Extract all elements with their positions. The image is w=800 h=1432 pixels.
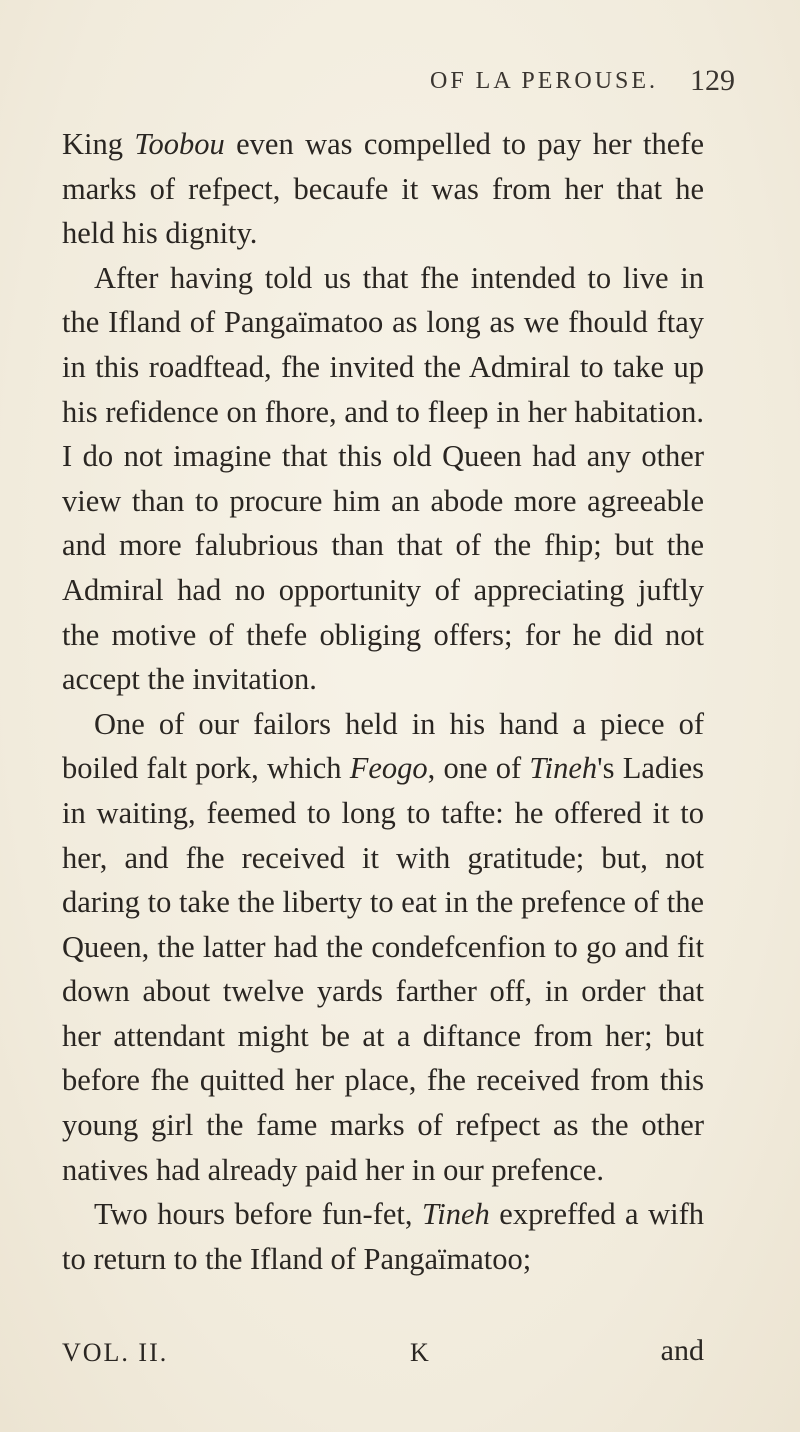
volume-signature: VOL. II. xyxy=(62,1338,169,1367)
text-segment: Two hours before fun-fet, xyxy=(94,1197,422,1232)
paragraph xyxy=(62,256,704,702)
signature-mark: K xyxy=(410,1338,429,1367)
paragraph xyxy=(62,1192,704,1281)
page-header xyxy=(0,64,800,108)
text-segment: After having told us that fhe intended to live in the Ifland of Pangaïmatoo as long as we fhould ftay in this roadftead, fhe invited the Admiral to take up his refidence on fhore, and to fleep in her habitation. I do not imagine that this old Queen had any other view than to procure him an abode more agreeable and more falubrious than that of the fhip; but the Admiral had no opportunity of appreciating juftly the motive of thefe obliging offers; for he did not accept the invitation. xyxy=(62,260,704,697)
italic-name: Toobou xyxy=(134,127,225,161)
text-segment: , one of xyxy=(427,751,530,786)
italic-name: Tineh xyxy=(529,751,598,786)
paragraph xyxy=(62,122,704,256)
catchword: and xyxy=(660,1334,704,1367)
body-text xyxy=(62,122,704,1281)
text-segment: 's Ladies in waiting, feemed to long to tafte: he offered it to her, and fhe received it with gratitude; but, not daring to take the liberty to eat in the prefence of the Queen, the latter had the condefcenfion to go and fit down about twelve yards farther off, in order that her attendant might be at a diftance from her; but before fhe quitted her place, fhe received from this young girl the fame marks of refpect as the other natives had already paid her in our prefence. xyxy=(62,751,705,1187)
paragraph xyxy=(62,702,704,1193)
italic-name: Tineh xyxy=(422,1197,490,1232)
text-segment: even was compelled to pay her thefe marks of refpect, becaufe it was from her that he held his dignity. xyxy=(62,127,704,251)
page-footer xyxy=(62,1334,704,1382)
italic-name: Feogo xyxy=(349,751,428,786)
text-segment: expreffed a wifh to return to the Ifland of Pangaïmatoo; xyxy=(62,1197,704,1276)
page-number: 129 xyxy=(690,64,735,97)
text-segment: One of our failors held in his hand a piece of boiled falt pork, which xyxy=(62,706,704,786)
running-head: OF LA PEROUSE. xyxy=(430,68,659,94)
text-segment: King xyxy=(62,127,135,161)
